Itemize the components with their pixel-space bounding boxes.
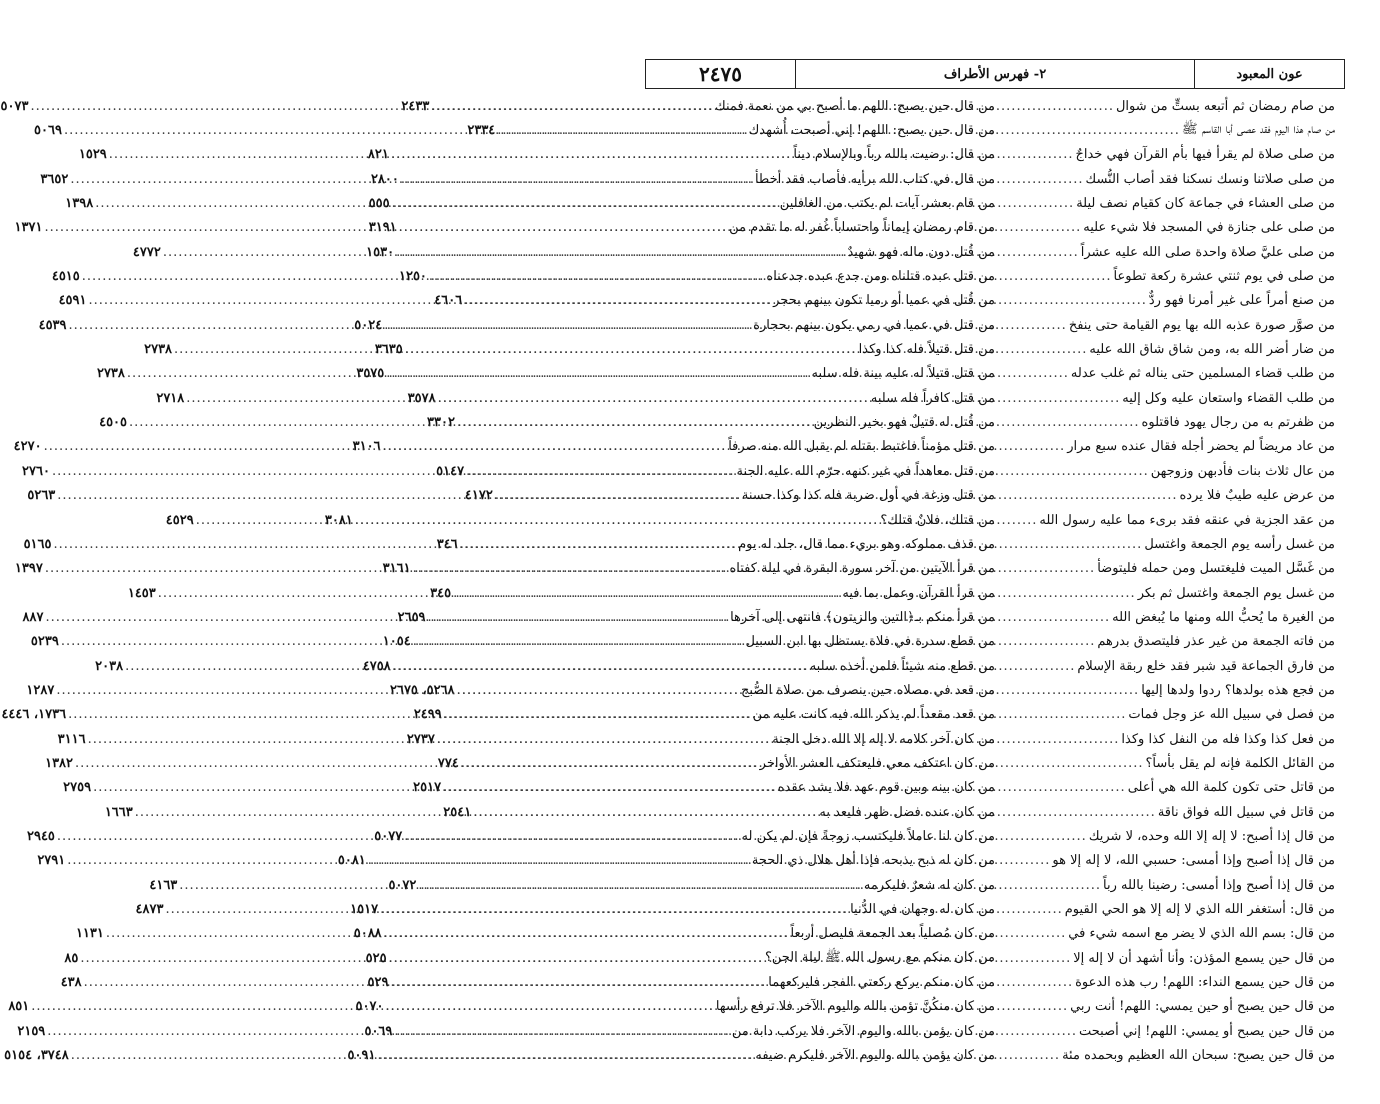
entry-reference: ٣١١٦ xyxy=(57,731,86,747)
entry-text: من غَسَّل الميت فليغتسل ومن حمله فليتوضأ xyxy=(1097,561,1335,577)
entry-text: من غسل رأسه يوم الجمعة واغتسل xyxy=(1144,536,1335,552)
entry-reference: ٣٤٥ xyxy=(430,585,452,601)
entry-reference: ٥٠٨١ xyxy=(337,853,366,869)
entry-reference: ٢٧٩١ xyxy=(37,853,66,869)
entry-reference: ٣٣٠٢ xyxy=(427,415,455,431)
leader-dots xyxy=(86,732,773,747)
entry-text: من طلب القضاء واستعان عليه وكل إليه xyxy=(1122,390,1335,406)
entry-text: من فعل كذا وكذا فله من النفل كذا وكذا xyxy=(1121,731,1335,747)
entry-text: من قال إذا أصبح وإذا أمسى: رضينا بالله رباً xyxy=(1103,877,1335,893)
entry-text: من صلى صلاتنا ونسك نسكنا فقد أصاب النُّسك xyxy=(1085,171,1335,187)
entry-text: من قتل قتيلاً له عليه بينة فله سلبه xyxy=(811,366,995,382)
entry-reference: ٣١٩١ xyxy=(368,220,397,236)
entry-reference: ٨٥١ xyxy=(8,999,30,1015)
leader-dots xyxy=(80,269,767,284)
entry-reference: ٤٥١٥ xyxy=(51,269,80,285)
entry-reference: ٥١٤٧ xyxy=(436,463,465,479)
entry-reference: ٣٧٤٨، ٥١٥٤ xyxy=(4,1048,69,1064)
entry-text: من صلى عليَّ صلاة واحدة صلى الله عليه عشراً xyxy=(1080,244,1335,260)
entry-text: من قعد مقعداً لم يذكر الله فيه كانت عليه من xyxy=(752,707,995,723)
leader-dots xyxy=(133,805,820,820)
entry-text: من غسل يوم الجمعة واغتسل ثم بكر xyxy=(1137,585,1335,601)
entry-text: من عرض عليه طيبٌ فلا يرده xyxy=(1179,488,1335,504)
entry-reference: ٥٢٦٨، ٢٦٧٥ xyxy=(389,682,455,698)
entry-reference: ١٢٥٠ xyxy=(398,269,427,285)
entry-text: من كان مُصلياً بعد الجمعة فليصل أربعاً xyxy=(790,926,995,942)
entry-reference: ١٠٥٤ xyxy=(382,634,411,650)
entry-text: من قطع منه شيئاً فلمن أخذه سلبه xyxy=(809,658,995,674)
leader-dots xyxy=(172,342,859,357)
entry-text: من صام رمضان ثم أتبعه بستٍّ من شوال xyxy=(1115,98,1335,114)
entry-text: من فصل في سبيل الله عز وجل فمات xyxy=(1128,707,1335,723)
entry-reference: ٨٥ xyxy=(64,950,79,966)
entry-reference: ٣٥٧٨ xyxy=(407,390,436,406)
leader-dots xyxy=(68,172,755,187)
entry-reference: ٥٠٩١ xyxy=(347,1048,376,1064)
leader-dots xyxy=(163,902,850,917)
entry-reference: ١٥٣٠ xyxy=(366,244,395,260)
entry-reference: ٤٣٨ xyxy=(60,975,82,991)
entry-reference: ٢٧٦٠ xyxy=(22,463,50,479)
leader-dots xyxy=(42,220,729,235)
leader-dots xyxy=(43,561,730,576)
entry-text: من قال إذا أصبح: لا إله إلا الله وحده، لا شريك xyxy=(1088,828,1335,844)
entry-reference: ١٤٥٣ xyxy=(127,585,156,601)
entry-text: من قتلك، فلانٌ قتلك؟ xyxy=(880,512,995,528)
entry-text: من قال حين يصبح أو حين يمسي: اللهم! أنت ربي xyxy=(1070,999,1335,1015)
page-number: ٢٤٧٥ xyxy=(646,60,796,88)
entry-reference: ٤٧٧٢ xyxy=(132,244,161,260)
leader-dots xyxy=(73,756,760,771)
section-title: ٢- فهرس الأطراف xyxy=(943,66,1047,82)
entry-reference: ٤٥٢٩ xyxy=(165,512,194,528)
entry-text: من كان منكم يركع ركعتي الفجر فليركعهما xyxy=(768,975,995,991)
entry-reference: ٣١٦١ xyxy=(382,561,411,577)
entry-text: من كان لنا عاملاً فليكتسب زوجةً فإن لم يكن له xyxy=(741,828,995,844)
entry-text: من قال حين يصبح أو يمسي: اللهم! إني أصبحت xyxy=(1079,1023,1335,1039)
entry-reference: ١٣٩٧ xyxy=(14,561,43,577)
book-title: عون المعبود xyxy=(1194,60,1344,88)
entry-reference: ٢٧٥٩ xyxy=(63,780,92,796)
leader-dots xyxy=(104,926,791,941)
entry-text: من القائل الكلمة فإنه لم يقل بأساً؟ xyxy=(1145,755,1335,771)
entry-text: من كان له وجهان في الدُّنيا xyxy=(850,902,995,918)
leader-dots xyxy=(59,634,746,649)
entry-reference: ٥٢٣٩ xyxy=(30,634,59,650)
entry-text: من قاتل في سبيل الله فواق ناقة xyxy=(1157,804,1335,820)
leader-dots xyxy=(125,366,812,381)
entry-text: من قُتل دون ماله فهو شهيدٌ xyxy=(847,244,995,260)
entry-text: من قال حين يصبح: اللهم! إني أصبحت أُشهدك xyxy=(748,123,995,139)
entry-reference: ١٦٦٣ xyxy=(104,804,133,820)
entry-text: من كان اعتكف معي فليعتكف العشر الأواخر xyxy=(759,755,995,771)
entry-reference: ٧٧٤ xyxy=(437,755,459,771)
entry-reference: ٨٨٧ xyxy=(22,609,44,625)
entry-text: من صلى في يوم ثنتي عشرة ركعة تطوعاً xyxy=(1113,269,1335,285)
entry-text: من قتل معاهداً في غير كنهه حرّم الله عليه الجنة xyxy=(736,463,995,479)
entry-text: من الغيرة ما يُحبُّ الله ومنها ما يُبغض الله xyxy=(1112,609,1335,625)
entry-reference: ٥٠٧٣ xyxy=(0,98,29,114)
leader-dots xyxy=(69,1048,756,1063)
entry-reference: ٢١٥٩ xyxy=(17,1023,46,1039)
leader-dots xyxy=(82,975,769,990)
entry-reference: ٥٠٨٨ xyxy=(353,926,382,942)
entry-text: من كان يؤمن بالله واليوم الآخر فلا يركب دابة من xyxy=(731,1023,995,1039)
entry-text: من فجع هذه بولدها؟ ردوا ولدها إليها xyxy=(1141,682,1335,698)
entry-text: من قتل عبده قتلناه ومن جدع عبده جدعناه xyxy=(766,269,995,285)
entry-text: من قتل وزغة في أول ضربة فله كذا وكذا حسنة xyxy=(741,488,995,504)
entry-reference: ١٥١٧ xyxy=(350,902,379,918)
entry-text: من عاد مريضاً لم يحضر أجله فقال عنده سبع مرار xyxy=(1067,439,1335,455)
entry-reference: ١٣٨٢ xyxy=(45,755,74,771)
leader-dots xyxy=(177,878,864,893)
leader-dots xyxy=(52,537,739,552)
entry-reference: ٥٥٥ xyxy=(368,196,390,212)
leader-dots xyxy=(194,513,881,528)
leader-dots xyxy=(55,488,742,503)
entry-text: من صام هذا اليوم فقد عصى أبا القاسم ﷺ xyxy=(1181,122,1335,138)
entry-reference: ٥٠٧٢ xyxy=(388,877,417,893)
entry-text: من قُتل في عميا أو رميا تكون بينهم بحجر xyxy=(773,293,995,309)
entry-text: من قال حين يصبح: سبحان الله العظيم وبحمده مئة xyxy=(1062,1048,1335,1064)
entry-text: من قال في كتاب الله برأيه فأصاب فقد أخطأ xyxy=(754,171,995,187)
leader-dots xyxy=(87,293,774,308)
leader-dots xyxy=(54,683,741,698)
entry-reference: ٢٨٠٠ xyxy=(370,171,399,187)
entry-text: من قال حين يسمع المؤذن: وأنا أشهد أن لا إله إلا xyxy=(1073,950,1335,966)
entry-reference: ١٢٨٧ xyxy=(26,682,55,698)
entry-reference: ١١٣١ xyxy=(75,926,104,942)
entry-text: من قال: رضيت بالله رباً وبالإسلام ديناً xyxy=(793,147,995,163)
entry-reference: ٣٠٨١ xyxy=(324,512,353,528)
entry-text: من كان منكُنَّ تؤمن بالله واليوم الآخر فلا ترفع رأسها xyxy=(715,999,995,1015)
entry-text: من كان عنده فضل ظهر فليعد به xyxy=(819,804,995,820)
entry-reference: ٥٠٧٠ xyxy=(355,999,384,1015)
leader-dots xyxy=(91,780,778,795)
entry-text: من طلب قضاء المسلمين حتى يناله ثم غلب عدله xyxy=(1070,366,1335,382)
entry-text: من قرأ منكم بـ﴿التين والزيتون﴾ فانتهى إلى آخرها xyxy=(730,609,995,625)
entry-reference: ٣٥٧٥ xyxy=(356,366,385,382)
entry-text: من قال حين يسمع النداء: اللهم! رب هذه الدعوة xyxy=(1075,975,1335,991)
entry-text: من قرأ الآيتين من آخر سورة البقرة في ليلة كفتاه xyxy=(729,561,995,577)
leader-dots xyxy=(42,439,729,454)
entry-text: من فارق الجماعة قيد شبر فقد خلع ربقة الإسلام xyxy=(1077,658,1335,674)
entry-text: من قاتل حتى تكون كلمة الله هي أعلى xyxy=(1127,780,1335,796)
entry-text: من قال حين يصبح: اللهم ما أصبح بي من نعمة فمنك xyxy=(715,98,995,114)
leader-dots xyxy=(55,829,742,844)
leader-dots xyxy=(93,196,780,211)
entry-reference: ٥٠٦٩ xyxy=(34,123,62,139)
entry-reference: ٥٢٥ xyxy=(365,950,387,966)
entry-reference: ٥٠٧٧ xyxy=(374,828,403,844)
entry-reference: ٤٨٧٣ xyxy=(135,902,164,918)
entry-text: من قال: بسم الله الذي لا يضر مع اسمه شيء في xyxy=(1068,926,1335,942)
entry-text: من كان له ذبح يذبحه فإذا أهل هلال ذي الحجة xyxy=(751,853,995,869)
entry-reference: ٤٧٥٨ xyxy=(362,658,391,674)
page-header xyxy=(645,59,1345,89)
entry-text: من ضار أضر الله به، ومن شاق شاق الله عليه xyxy=(1089,342,1335,358)
leader-dots xyxy=(62,123,749,138)
entry-text: من ظفرتم به من رجال يهود فاقتلوه xyxy=(1141,415,1335,431)
entry-text: من كان يؤمن بالله واليوم الآخر فليكرم ضيفه xyxy=(755,1048,995,1064)
entry-text: من كان له شعرٌ فليكرمه xyxy=(863,877,995,893)
entry-reference: ٢٦٥٩ xyxy=(397,609,426,625)
leader-dots xyxy=(66,707,753,722)
leader-dots xyxy=(28,99,715,114)
entry-text: من صلى صلاة لم يقرأ فيها بأم القرآن فهي خداجٌ xyxy=(1075,147,1335,163)
leader-dots xyxy=(50,464,737,479)
leader-dots xyxy=(107,147,794,162)
entry-text: من كان آخر كلامه لا إله إلا الله دخل الجنة xyxy=(772,731,995,747)
entry-reference: ٤٥٠٥ xyxy=(99,415,128,431)
entry-reference: ٥٢٩ xyxy=(367,975,389,991)
leader-dots xyxy=(45,1024,732,1039)
leader-dots xyxy=(161,245,848,260)
leader-dots xyxy=(184,391,871,406)
entry-reference: ٤٥٩١ xyxy=(58,293,87,309)
entry-reference: ٤٥٣٩ xyxy=(38,317,67,333)
entry-text: من عقد الجزية في عنقه فقد برىء مما عليه رسول الله xyxy=(1039,512,1335,528)
entry-reference: ٥١٦٥ xyxy=(23,536,52,552)
entry-reference: ٢٩٤٥ xyxy=(26,828,55,844)
entry-reference: ٥٠٢٤ xyxy=(354,317,383,333)
entry-reference: ١٣٩٨ xyxy=(65,196,94,212)
entry-text: من قرأ القرآن وعمل بما فيه xyxy=(842,585,995,601)
entry-text: من صوَّر صورة عذبه الله بها يوم القيامة حتى ينفخ xyxy=(1068,317,1335,333)
entry-text: من قال: أستغفر الله الذي لا إله إلا هو الحي القيوم xyxy=(1064,902,1335,918)
entry-text: من عال ثلاث بنات فأدبهن وزوجهن xyxy=(1150,463,1335,479)
entry-text: من قتل مؤمناً فاغتبط بقتله لم يقبل الله منه صرفاً xyxy=(728,439,995,455)
leader-dots xyxy=(78,951,765,966)
entry-text: من كان بينه وبين قوم عهد فلا يشد عقده xyxy=(777,780,995,796)
entry-reference: ٤٦٠٦ xyxy=(434,293,463,309)
entry-reference: ٣٤٦ xyxy=(436,536,458,552)
leader-dots xyxy=(29,999,716,1014)
entry-reference: ١٧٣٦، ٤٤٤٦ xyxy=(1,707,67,723)
entry-reference: ٤٢٧٠ xyxy=(13,439,42,455)
entry-text: من قال إذا أصبح وإذا أمسى: حسبي الله، لا إله إلا هو xyxy=(1052,853,1335,869)
entry-reference: ٨٢١ xyxy=(367,147,389,163)
entry-reference: ٢٤٩٩ xyxy=(413,707,442,723)
entry-text: من قتل في عميا في رمي يكون بينهم بحجارة xyxy=(753,317,995,333)
entry-reference: ٢٥٤١ xyxy=(443,804,472,820)
leader-dots xyxy=(156,586,843,601)
entry-reference: ٤١٦٣ xyxy=(149,877,178,893)
entry-reference: ٢٧٣٨ xyxy=(96,366,125,382)
entry-reference: ٢٣٣٤ xyxy=(467,123,496,139)
entry-reference: ٢٧٣٨ xyxy=(144,342,173,358)
entry-reference: ٢٧٣٧ xyxy=(406,731,435,747)
leader-dots xyxy=(43,610,730,625)
leader-dots xyxy=(65,853,752,868)
entry-text: من قطع سدرة في فلاة يستظل بها ابن السبيل xyxy=(745,634,995,650)
entry-text: من فاته الجمعة من غير عذر فليتصدق بدرهم xyxy=(1097,634,1335,650)
entry-text: من كان منكم مع رسول الله ﷺ ليلة الجن؟ xyxy=(764,949,995,965)
entry-reference: ٥٠٦٩ xyxy=(364,1023,393,1039)
entry-text: من قتل كافراً فله سلبه xyxy=(870,390,995,406)
entry-text: من صنع أمراً على غير أمرنا فهو ردٌّ xyxy=(1148,293,1335,309)
entry-reference: ١٣٧١ xyxy=(14,220,43,236)
entry-text: من قعد في مصلاه حين ينصرف من صلاة الصُّبح xyxy=(740,682,995,698)
entry-text: من قتل قتيلاً فله كذا وكذا xyxy=(858,342,995,358)
entry-reference: ٢٤٣٣ xyxy=(401,98,430,114)
leader-dots xyxy=(67,318,754,333)
leader-dots xyxy=(127,415,814,430)
entry-reference: ٢٠٣٨ xyxy=(95,658,124,674)
entry-reference: ١٥٢٩ xyxy=(78,147,107,163)
entry-reference: ٣٦٥٢ xyxy=(40,171,69,187)
entry-reference: ٥٢٦٣ xyxy=(27,488,56,504)
leader-dots xyxy=(123,659,810,674)
entry-text: من صلى العشاء في جماعة كان كقيام نصف ليلة xyxy=(1076,196,1335,212)
entry-text: من قُتل له قتيلٌ فهو بخير النظرين xyxy=(813,415,995,431)
entry-reference: ٣١٠٦ xyxy=(352,439,381,455)
entry-reference: ٢٧١٨ xyxy=(156,390,185,406)
entry-text: من قذف مملوكه وهو بريء مما قال، جلد له يوم xyxy=(738,536,995,552)
entry-reference: ٤١٧٢ xyxy=(464,488,493,504)
entry-text: من قام رمضان إيماناً واحتساباً غُفر له ما تقدم من xyxy=(729,220,995,236)
entry-text: من قام بعشر آيات لم يكتب من الغافلين xyxy=(779,196,995,212)
entry-reference: ٣٦٣٥ xyxy=(374,342,403,358)
entry-text: من صلى على جنازة في المسجد فلا شيء عليه xyxy=(1083,220,1335,236)
entry-reference: ٢٥١٧ xyxy=(413,780,442,796)
